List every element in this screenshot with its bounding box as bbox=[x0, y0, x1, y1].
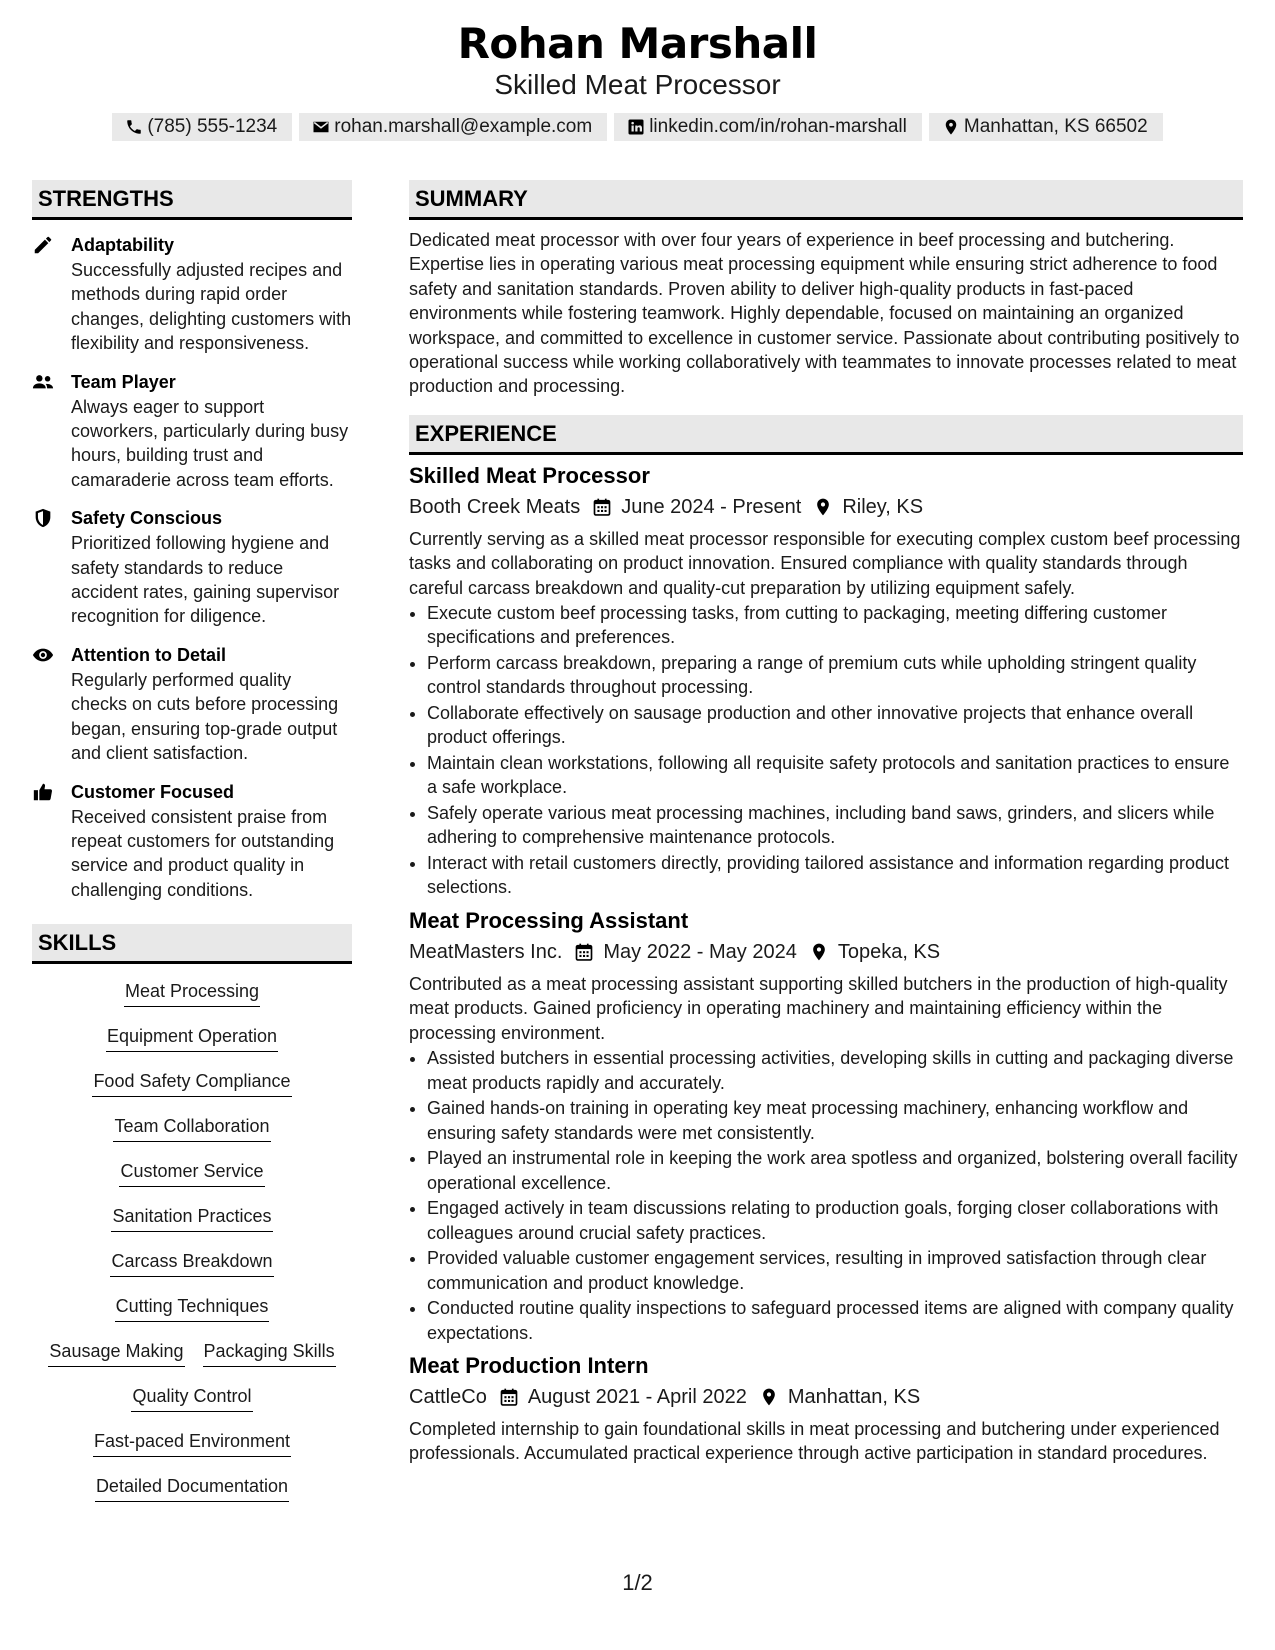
contact-linkedin[interactable] bbox=[614, 113, 922, 141]
summary-text: Dedicated meat processor with over four years of experience in beef processing and butchering. Expertise lies in operating various meat processing equipment while ensuring strict adherence to food safety and sanitation standards. Proven ability to deliver high-quality products in fast-paced environments while fostering teamwork. Highly dependable, focused on maintaining an organized workspace, and committed to excellence in customer service. Passionate about contributing positively to operational success while working collaboratively with teammates to innovate processes related to meat production and processing. bbox=[409, 230, 1240, 397]
map-pin-icon bbox=[813, 497, 833, 517]
skill-tag: Carcass Breakdown bbox=[110, 1248, 273, 1277]
job-location: Riley, KS bbox=[842, 495, 924, 518]
skill-tag: Quality Control bbox=[131, 1383, 252, 1412]
contact-bar bbox=[0, 113, 1275, 141]
strength-title: Customer Focused bbox=[71, 781, 235, 802]
right-column bbox=[409, 180, 1243, 1466]
strength-item bbox=[32, 779, 352, 903]
skills-heading: SKILLS bbox=[32, 924, 352, 964]
skill-tag: Team Collaboration bbox=[113, 1113, 270, 1142]
map-pin-icon bbox=[942, 118, 960, 136]
page-number: 1/2 bbox=[622, 1570, 653, 1595]
strengths-list bbox=[32, 232, 352, 902]
candidate-title: Skilled Meat Processor bbox=[494, 69, 781, 100]
job-bullets bbox=[409, 601, 1243, 900]
job-bullet: • Maintain clean workstations, following all requisite safety protocols and sanitation practices to ensure a safe workplace. bbox=[427, 751, 1243, 800]
shield-icon bbox=[32, 507, 54, 529]
job-dates: June 2024 - Present bbox=[621, 495, 802, 518]
strength-title: Adaptability bbox=[71, 235, 175, 255]
calendar-icon bbox=[592, 497, 612, 517]
experience-heading: EXPERIENCE bbox=[409, 415, 1243, 455]
job-bullet: • Gained hands-on training in operating key meat processing machinery, enhancing workflow and ensuring safety standards were met consistently. bbox=[427, 1096, 1243, 1145]
contact-phone-text: (785) 555-1234 bbox=[147, 116, 278, 137]
job-bullet: • Collaborate effectively on sausage production and other innovative projects that enhance overall product offerings. bbox=[427, 701, 1243, 750]
job-bullet: • Engaged actively in team discussions relating to production goals, forging closer collaborations with colleagues around crucial safety practices. bbox=[427, 1196, 1243, 1245]
strength-desc: Always eager to support coworkers, particularly during busy hours, building trust and camaraderie across team efforts. bbox=[71, 396, 349, 490]
thumbs-up-icon bbox=[32, 781, 54, 803]
skill-tag: Customer Service bbox=[119, 1158, 264, 1187]
skill-tag: Equipment Operation bbox=[106, 1023, 278, 1052]
left-column bbox=[32, 180, 352, 1518]
job-bullet: • Interact with retail customers directly, providing tailored assistance and information regarding product selections. bbox=[427, 851, 1243, 900]
contact-location bbox=[929, 113, 1163, 141]
pencil-icon bbox=[32, 234, 54, 256]
job-entry bbox=[409, 1351, 1243, 1466]
skill-tag: Fast-paced Environment bbox=[93, 1428, 291, 1457]
summary-heading: SUMMARY bbox=[409, 180, 1243, 220]
strength-item bbox=[32, 505, 352, 629]
job-meta bbox=[409, 492, 1243, 522]
job-entry bbox=[409, 906, 1243, 1345]
skill-tag: Detailed Documentation bbox=[95, 1473, 289, 1502]
calendar-icon bbox=[574, 942, 594, 962]
skill-tag: Meat Processing bbox=[124, 978, 260, 1007]
job-description: Currently serving as a skilled meat processor responsible for executing complex custom beef processing tasks and collaborating on product innovation. Ensured compliance with quality standards through careful carcass breakdown and quality-cut preparation by utilizing equipment safely. bbox=[409, 528, 1241, 598]
linkedin-icon bbox=[627, 118, 645, 136]
job-description: Completed internship to gain foundational skills in meat processing and butchering under experienced professionals. Accumulated practical experience through active participation in standard procedures. bbox=[409, 1418, 1220, 1464]
skill-tag: Packaging Skills bbox=[203, 1338, 336, 1367]
strength-item bbox=[32, 642, 352, 766]
skill-tag: Food Safety Compliance bbox=[92, 1068, 291, 1097]
job-meta bbox=[409, 1382, 1243, 1412]
job-bullet: • Assisted butchers in essential processing activities, developing skills in cutting and packaging diverse meat products rapidly and accurately. bbox=[427, 1046, 1243, 1095]
job-location: Manhattan, KS bbox=[787, 1385, 921, 1408]
strength-desc: Successfully adjusted recipes and methods during rapid order changes, delighting customers with flexibility and responsiveness. bbox=[71, 260, 352, 354]
candidate-name: Rohan Marshall bbox=[457, 19, 818, 68]
job-location: Topeka, KS bbox=[837, 940, 941, 963]
job-company: CattleCo bbox=[409, 1385, 487, 1408]
strength-item bbox=[32, 369, 352, 493]
skills-list bbox=[32, 964, 352, 1518]
job-description: Contributed as a meat processing assistant supporting skilled butchers in the production of high-quality meat products. Gained proficiency in operating machinery and maintaining efficiency within the processing environment. bbox=[409, 973, 1228, 1043]
users-icon bbox=[32, 371, 54, 393]
job-bullet: • Execute custom beef processing tasks, from cutting to packaging, meeting differing customer specifications and preferences. bbox=[427, 601, 1243, 650]
job-company: Booth Creek Meats bbox=[409, 495, 581, 518]
calendar-icon bbox=[499, 1387, 519, 1407]
job-bullet: • Safely operate various meat processing machines, including band saws, grinders, and slicers while adhering to comprehensive maintenance protocols. bbox=[427, 801, 1243, 850]
strength-item bbox=[32, 232, 352, 356]
strength-title: Attention to Detail bbox=[71, 644, 226, 665]
job-bullet: • Perform carcass breakdown, preparing a range of premium cuts while upholding stringent quality control standards throughout processing. bbox=[427, 651, 1243, 700]
skill-tag: Sausage Making bbox=[48, 1338, 184, 1367]
strength-title: Safety Conscious bbox=[71, 508, 223, 529]
strength-desc: Prioritized following hygiene and safety standards to reduce accident rates, gaining supervisor recognition for diligence. bbox=[71, 533, 340, 627]
job-title: Skilled Meat Processor bbox=[409, 462, 650, 488]
job-company: MeatMasters Inc. bbox=[409, 940, 563, 963]
resume-header bbox=[0, 18, 1275, 102]
contact-location-text: Manhattan, KS 66502 bbox=[963, 116, 1148, 137]
contact-phone[interactable] bbox=[112, 113, 292, 141]
job-bullet: • Provided valuable customer engagement services, resulting in improved satisfaction through clear communication and product knowledge. bbox=[427, 1246, 1243, 1295]
job-title: Meat Production Intern bbox=[409, 1352, 649, 1378]
job-bullet: • Played an instrumental role in keeping the work area spotless and organized, bolstering overall facility operational excellence. bbox=[427, 1146, 1243, 1195]
map-pin-icon bbox=[759, 1387, 779, 1407]
strengths-heading: STRENGTHS bbox=[32, 180, 352, 220]
job-title: Meat Processing Assistant bbox=[409, 907, 689, 933]
strength-desc: Regularly performed quality checks on cuts before processing began, ensuring top-grade output and client satisfaction. bbox=[71, 669, 339, 764]
job-entry bbox=[409, 461, 1243, 900]
strength-title: Team Player bbox=[71, 371, 176, 392]
phone-icon bbox=[125, 118, 143, 136]
skill-tag: Cutting Techniques bbox=[115, 1293, 270, 1322]
job-meta bbox=[409, 937, 1243, 967]
skill-tag: Sanitation Practices bbox=[111, 1203, 272, 1232]
map-pin-icon bbox=[809, 942, 829, 962]
job-dates: August 2021 - April 2022 bbox=[527, 1385, 747, 1408]
job-bullet: • Conducted routine quality inspections to safeguard processed items are aligned with company quality expectations. bbox=[427, 1296, 1243, 1345]
eye-icon bbox=[32, 644, 54, 666]
contact-email[interactable] bbox=[299, 113, 607, 141]
job-dates: May 2022 - May 2024 bbox=[603, 940, 797, 963]
strength-desc: Received consistent praise from repeat customers for outstanding service and product quality in challenging conditions. bbox=[71, 806, 335, 900]
contact-email-text: rohan.marshall@example.com bbox=[334, 116, 593, 137]
job-bullets bbox=[409, 1046, 1243, 1345]
contact-linkedin-text: linkedin.com/in/rohan-marshall bbox=[649, 116, 907, 137]
envelope-icon bbox=[312, 118, 330, 136]
